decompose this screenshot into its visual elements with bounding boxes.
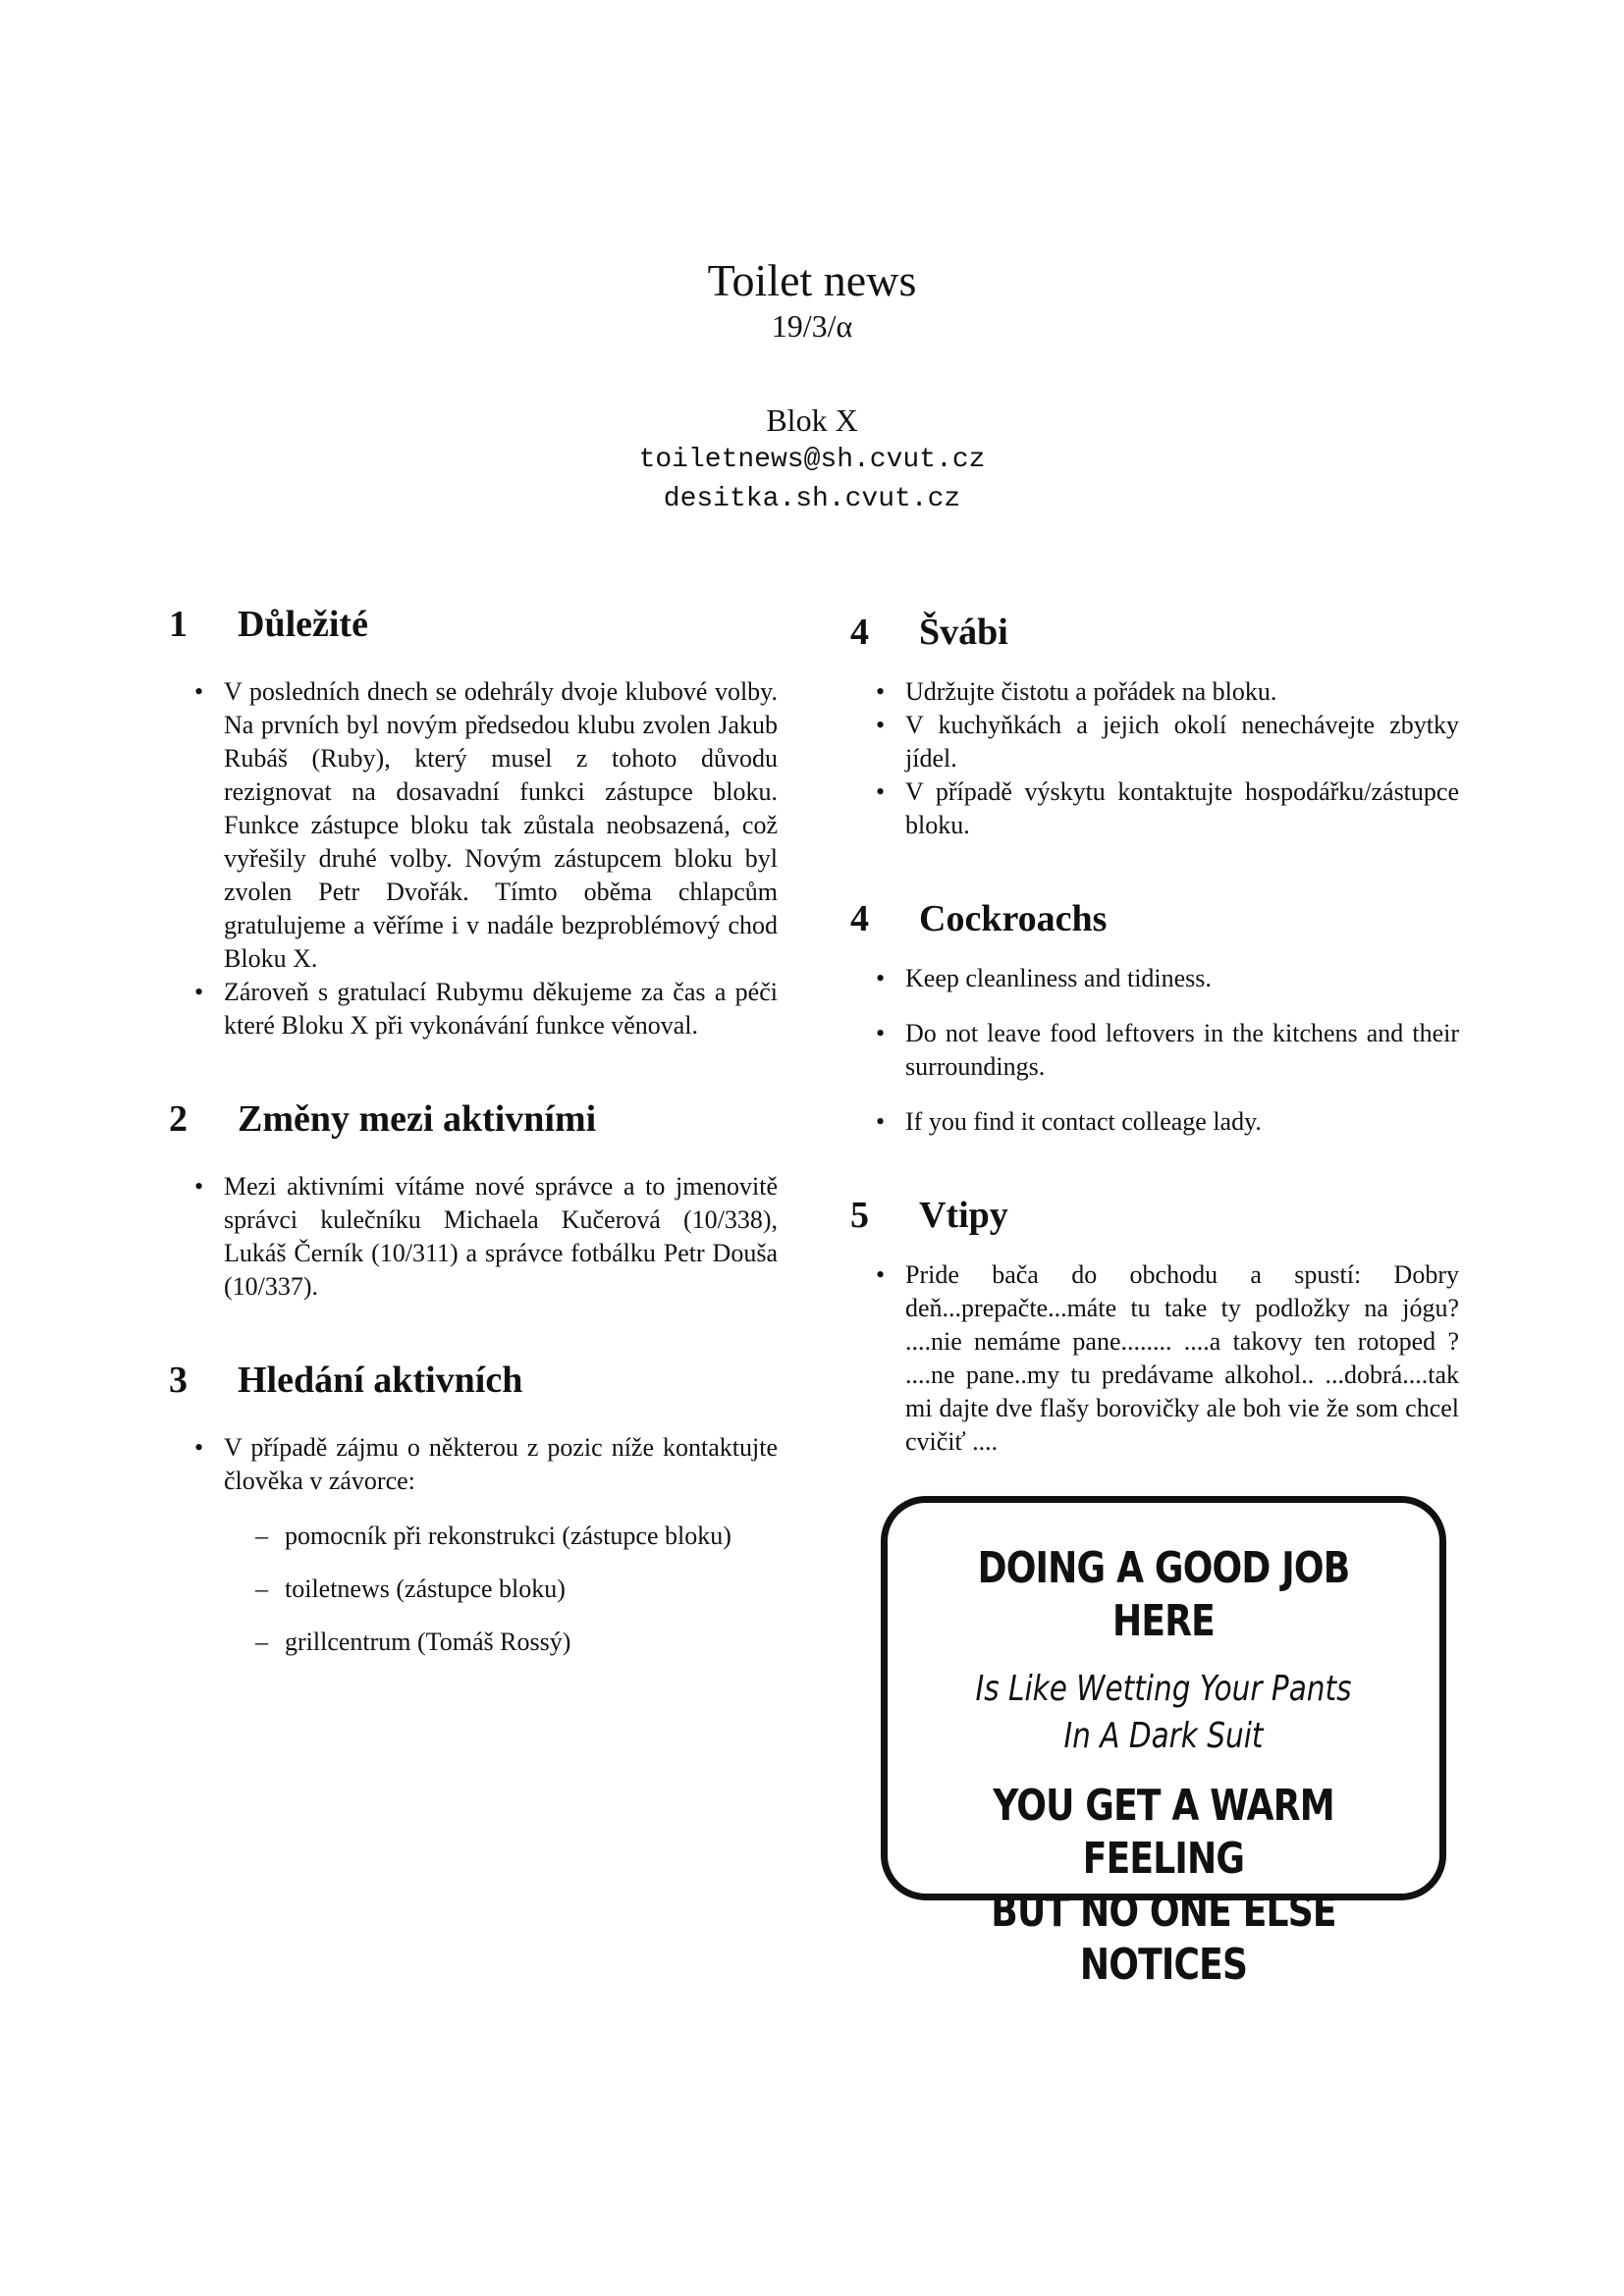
section-number: 5: [850, 1195, 869, 1236]
list-item: • Pride bača do obchodu a spustí: Dobry deň...prepačte...máte tu take ty podložky na jógu? ....nie nemáme pane........ ....a takovy ten rotoped ? ....ne pane..my tu predávame alkohol.. ...dobrá....tak mi dajte dve flašy borovičky ale boh vie že som chcel cvičiť ....: [905, 1258, 1459, 1459]
list-item-text: V případě zájmu o některou z pozic níže kontaktujte člověka v závorce:: [224, 1433, 778, 1495]
sub-list-item: – grillcentrum (Tomáš Rossý): [285, 1626, 778, 1659]
sub-list-item: – toiletnews (zástupce bloku): [285, 1573, 778, 1606]
bullet-list: [169, 1170, 778, 1304]
list-item: [224, 1431, 778, 1659]
section-title: Důležité: [238, 604, 368, 645]
section-title: Změny mezi aktivními: [238, 1098, 597, 1140]
motivational-poster-image: [881, 1496, 1446, 1990]
section-heading: [850, 1192, 1459, 1239]
section-heading: [169, 1095, 778, 1143]
sub-list: [224, 1520, 778, 1659]
section-title: Švábi: [919, 612, 1008, 653]
section-heading: [850, 895, 1459, 942]
poster-punchline: YOU GET A WARM FEELING: [993, 1781, 1334, 1884]
website-address: desitka.sh.cvut.cz: [663, 484, 961, 514]
organization-name: Blok X: [766, 402, 858, 438]
section-vtipy: [850, 1192, 1459, 1459]
section-number: 2: [169, 1098, 188, 1140]
left-column: [169, 601, 778, 1712]
list-item: • Mezi aktivními vítáme nové správce a to jmenovitě správci kulečníku Michaela Kučerová (10/338), Lukáš Černík (10/311) a správce fotbálku Petr Douša (10/337).: [224, 1170, 778, 1304]
section-number: 3: [169, 1360, 188, 1401]
section-title: Vtipy: [919, 1195, 1008, 1236]
right-column: [850, 609, 1459, 1512]
list-item: • V kuchyňkách a jejich okolí nenechávejte zbytky jídel.: [905, 709, 1459, 775]
sub-list-item: – pomocník při rekonstrukci (zástupce bloku): [285, 1520, 778, 1553]
poster-punchline: BUT NO ONE ELSE NOTICES: [991, 1887, 1336, 1990]
bullet-list: [850, 962, 1459, 1139]
issue-number: 19/3/α: [771, 308, 853, 344]
contact-email: toiletnews@sh.cvut.cz: [638, 445, 986, 475]
poster-subline: Is Like Wetting Your Pants: [975, 1669, 1352, 1709]
newsletter-title: Toilet news: [707, 255, 917, 305]
list-item: • V případě výskytu kontaktujte hospodářku/zástupce bloku.: [905, 775, 1459, 842]
section-title: Cockroachs: [919, 898, 1108, 939]
list-item: • Keep cleanliness and tidiness.: [905, 962, 1459, 995]
list-item: • V posledních dnech se odehrály dvoje klubové volby. Na prvních byl novým předsedou klubu zvolen Jakub Rubáš (Ruby), který musel z tohoto důvodu rezignovat na dosavadní funkci zástupce bloku. Funkce zástupce bloku tak zůstala neobsazená, což vyřešily druhé volby. Novým zástupcem bloku byl zvolen Petr Dvořák. Tímto oběma chlapcům gratulujeme a věříme i v nadále bezproblémový chod Bloku X.: [224, 675, 778, 976]
section-number: 1: [169, 604, 188, 645]
section-number: 4: [850, 612, 869, 653]
section-hledani-aktivnich: [169, 1357, 778, 1659]
list-item: • If you find it contact colleage lady.: [905, 1105, 1459, 1139]
poster-headline: DOING A GOOD JOB HERE: [977, 1543, 1350, 1646]
list-item: • Zároveň s gratulací Rubymu děkujeme za čas a péči které Bloku X při vykonávání funkce věnoval.: [224, 976, 778, 1042]
section-heading: [850, 609, 1459, 656]
poster-subline: In A Dark Suit: [1063, 1716, 1264, 1756]
section-title: Hledání aktivních: [238, 1360, 523, 1401]
bullet-list: [850, 1258, 1459, 1459]
section-dulezite: [169, 601, 778, 1042]
bullet-list: [169, 675, 778, 1042]
section-heading: [169, 601, 778, 648]
list-item: • Do not leave food leftovers in the kitchens and their surroundings.: [905, 1017, 1459, 1084]
list-item: • Udržujte čistotu a pořádek na bloku.: [905, 675, 1459, 709]
section-zmeny-mezi-aktivnimi: [169, 1095, 778, 1304]
section-number: 4: [850, 898, 869, 939]
section-svabi: [850, 609, 1459, 842]
bullet-list: [169, 1431, 778, 1659]
bullet-list: [850, 675, 1459, 842]
section-heading: [169, 1357, 778, 1404]
section-cockroachs: [850, 895, 1459, 1139]
